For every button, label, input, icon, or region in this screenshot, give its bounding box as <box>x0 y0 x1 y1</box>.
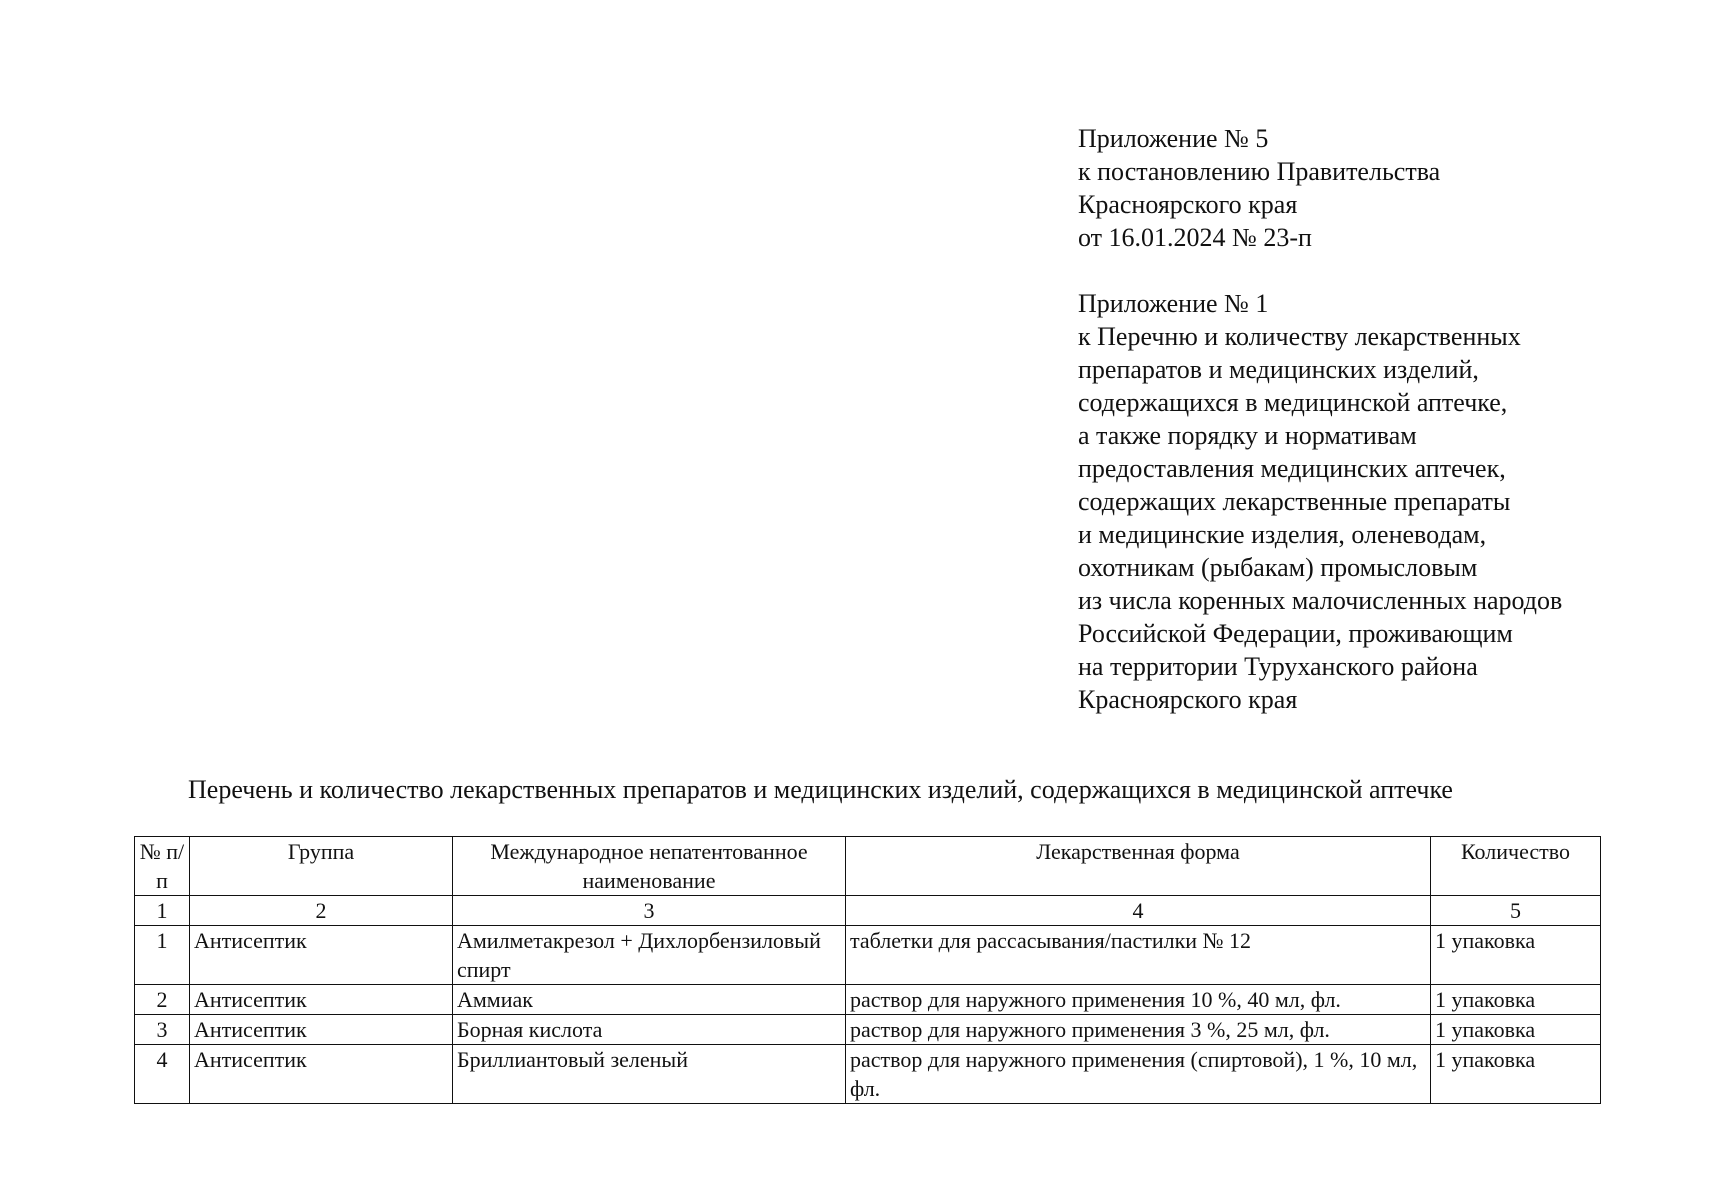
table-header-row <box>135 837 1601 896</box>
cell-num: 3 <box>135 1015 190 1045</box>
appendix1-line: охотникам (рыбакам) промысловым <box>1078 553 1478 582</box>
appendix1-line: Приложение № 1 <box>1078 289 1269 318</box>
appendix1-line: из числа коренных малочисленных народов <box>1078 586 1563 615</box>
cell-inn: Аммиак <box>453 985 846 1015</box>
column-number: 1 <box>135 896 190 926</box>
appendix1-line: Российской Федерации, проживающим <box>1078 619 1513 648</box>
header-form: Лекарственная форма <box>846 837 1431 896</box>
header-inn: Международное непатентованное наименование <box>453 837 846 896</box>
appendix5-line: Приложение № 5 <box>1078 124 1269 153</box>
appendix-header <box>1078 122 1562 716</box>
cell-inn: Борная кислота <box>453 1015 846 1045</box>
cell-form: таблетки для рассасывания/пастилки № 12 <box>846 926 1431 985</box>
appendix1-line: к Перечню и количеству лекарственных <box>1078 322 1521 351</box>
appendix1-line: Красноярского края <box>1078 685 1298 714</box>
header-group: Группа <box>190 837 453 896</box>
cell-qty: 1 упаковка <box>1431 1045 1601 1104</box>
cell-inn: Амилметакрезол + Дихлорбензиловый спирт <box>453 926 846 985</box>
cell-form: раствор для наружного применения 3 %, 25 мл, фл. <box>846 1015 1431 1045</box>
table-row <box>135 985 1601 1015</box>
appendix1-line: на территории Туруханского района <box>1078 652 1478 681</box>
appendix-spacer <box>1078 254 1562 287</box>
header-num: № п/п <box>135 837 190 896</box>
column-number: 4 <box>846 896 1431 926</box>
cell-num: 1 <box>135 926 190 985</box>
cell-form: раствор для наружного применения (спиртовой), 1 %, 10 мл, фл. <box>846 1045 1431 1104</box>
table-row <box>135 926 1601 985</box>
cell-form: раствор для наружного применения 10 %, 40 мл, фл. <box>846 985 1431 1015</box>
cell-num: 2 <box>135 985 190 1015</box>
appendix1-line: содержащих лекарственные препараты <box>1078 487 1511 516</box>
medicine-table <box>134 836 1601 1104</box>
appendix1-line: а также порядку и нормативам <box>1078 421 1417 450</box>
column-number: 2 <box>190 896 453 926</box>
column-number: 3 <box>453 896 846 926</box>
cell-inn: Бриллиантовый зеленый <box>453 1045 846 1104</box>
appendix5-line: Красноярского края <box>1078 190 1298 219</box>
column-number-row <box>135 896 1601 926</box>
appendix1-line: предоставления медицинских аптечек, <box>1078 454 1506 483</box>
column-number: 5 <box>1431 896 1601 926</box>
cell-num: 4 <box>135 1045 190 1104</box>
cell-group: Антисептик <box>190 985 453 1015</box>
appendix5-line: к постановлению Правительства <box>1078 157 1441 186</box>
appendix1-line: содержащихся в медицинской аптечке, <box>1078 388 1508 417</box>
document-title: Перечень и количество лекарственных препаратов и медицинских изделий, содержащихся в медицинской аптечке <box>188 775 1453 804</box>
cell-qty: 1 упаковка <box>1431 926 1601 985</box>
table-row <box>135 1015 1601 1045</box>
cell-qty: 1 упаковка <box>1431 985 1601 1015</box>
cell-group: Антисептик <box>190 926 453 985</box>
appendix5-line: от 16.01.2024 № 23-п <box>1078 223 1312 252</box>
cell-group: Антисептик <box>190 1015 453 1045</box>
header-qty: Количество <box>1431 837 1601 896</box>
appendix1-line: и медицинские изделия, оленеводам, <box>1078 520 1487 549</box>
appendix1-line: препаратов и медицинских изделий, <box>1078 355 1479 384</box>
cell-qty: 1 упаковка <box>1431 1015 1601 1045</box>
table-row <box>135 1045 1601 1104</box>
cell-group: Антисептик <box>190 1045 453 1104</box>
